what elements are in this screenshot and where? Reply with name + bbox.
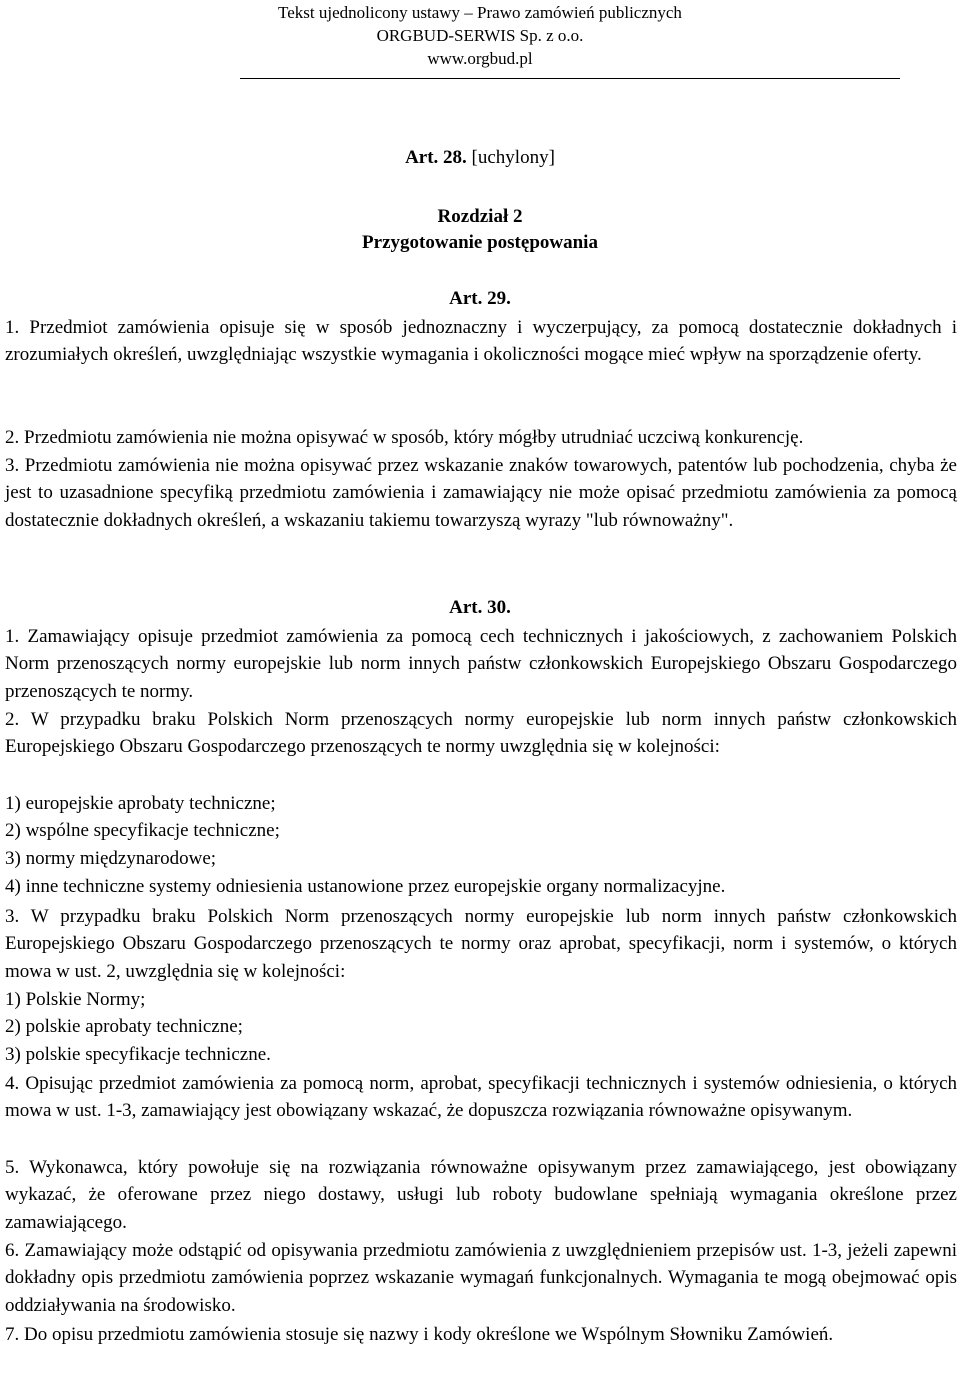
art30-p2-item-3: 3) normy międzynarodowe; [5, 848, 217, 869]
header-divider [240, 78, 900, 79]
art29-paragraph-3: 3. Przedmiotu zamówienia nie można opisywać przez wskazanie znaków towarowych, patentów lub pochodzenia, chyba że jest to uzasadnione specyfiką przedmiotu zamówienia i zamawiający nie może opisać przedmiotu zamówienia za pomocą dostatecznie dokładnych określeń, a wskazaniu takiemu towarzyszą wyrazy "lub równoważny". [5, 455, 957, 531]
chapter-label: Rozdział 2 [437, 206, 523, 227]
art28-label: Art. 28. [405, 147, 467, 168]
art30-p3-item-2: 2) polskie aprobaty techniczne; [5, 1016, 243, 1037]
art30-p2-item-4: 4) inne techniczne systemy odniesienia ustanowione przez europejskie organy normalizacyjne. [5, 876, 726, 897]
header-website[interactable]: www.orgbud.pl [427, 49, 533, 68]
art30-paragraph-2: 2. W przypadku braku Polskich Norm przenoszących normy europejskie lub norm innych państw członkowskich Europejskiego Obszaru Gospodarczego przenoszących te normy uwzględnia się w kolejności: [5, 709, 957, 758]
art29-paragraph-2: 2. Przedmiotu zamówienia nie można opisywać w sposób, który mógłby utrudniać uczciwą konkurencję. [5, 427, 804, 448]
art30-paragraph-1: 1. Zamawiający opisuje przedmiot zamówienia za pomocą cech technicznych i jakościowych, z zachowaniem Polskich Norm przenoszących normy europejskie lub norm innych państw członkowskich Europejskiego Obszaru Gospodarczego przenoszących te normy. [5, 626, 957, 702]
art30-paragraph-6: 6. Zamawiający może odstąpić od opisywania przedmiotu zamówienia z uwzględnieniem przepisów ust. 1-3, jeżeli zapewni dokładny opis przedmiotu zamówienia poprzez wskazanie wymagań funkcjonalnych. Wymagania te mogą obejmować opis oddziaływania na środowisko. [5, 1240, 957, 1316]
art29-heading: Art. 29. [449, 288, 511, 309]
art30-p3-item-3: 3) polskie specyfikacje techniczne. [5, 1044, 271, 1065]
header-company: ORGBUD-SERWIS Sp. z o.o. [376, 26, 584, 45]
art28-heading [0, 147, 960, 169]
art30-paragraph-7: 7. Do opisu przedmiotu zamówienia stosuje się nazwy i kody określone we Wspólnym Słowniku Zamówień. [5, 1324, 834, 1345]
art30-paragraph-4: 4. Opisując przedmiot zamówienia za pomocą norm, aprobat, specyfikacji technicznych i systemów odniesienia, o których mowa w ust. 1-3, zamawiający jest obowiązany wskazać, że dopuszcza rozwiązania równoważne opisywanym. [5, 1073, 957, 1122]
art30-p2-item-2: 2) wspólne specyfikacje techniczne; [5, 820, 280, 841]
art30-p2-item-1: 1) europejskie aprobaty techniczne; [5, 793, 276, 814]
art28-note: [uchylony] [471, 147, 555, 168]
art29-paragraph-1: 1. Przedmiot zamówienia opisuje się w sposób jednoznaczny i wyczerpujący, za pomocą dostatecznie dokładnych i zrozumiałych określeń, uwzględniając wszystkie wymagania i okoliczności mogące mieć wpływ na sporządzenie oferty. [5, 317, 957, 366]
header-title: Tekst ujednolicony ustawy – Prawo zamówień publicznych [278, 3, 682, 22]
art30-p3-item-1: 1) Polskie Normy; [5, 989, 146, 1010]
chapter-title: Przygotowanie postępowania [362, 232, 598, 253]
page-header [0, 0, 960, 70]
art30-paragraph-3: 3. W przypadku braku Polskich Norm przenoszących normy europejskie lub norm innych państw członkowskich Europejskiego Obszaru Gospodarczego przenoszących te normy oraz aprobat, specyfikacji, norm i systemów, o których mowa w ust. 2, uwzględnia się w kolejności: [5, 906, 957, 982]
art30-paragraph-5: 5. Wykonawca, który powołuje się na rozwiązania równoważne opisywanym przez zamawiającego, jest obowiązany wykazać, że oferowane przez niego dostawy, usługi lub roboty budowlane spełniają wymagania określone przez zamawiającego. [5, 1157, 957, 1233]
art30-heading: Art. 30. [449, 597, 511, 618]
